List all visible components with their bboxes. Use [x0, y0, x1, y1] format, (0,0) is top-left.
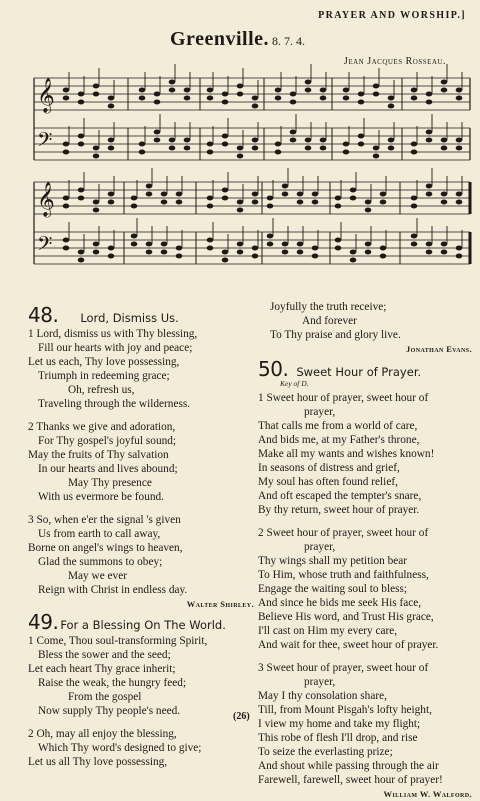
notehead: [380, 200, 387, 205]
notehead: [78, 196, 85, 201]
notehead: [207, 196, 214, 201]
notehead: [426, 242, 433, 247]
notehead: [388, 96, 395, 101]
notehead: [426, 130, 433, 135]
notehead: [350, 188, 357, 193]
notehead: [237, 154, 244, 159]
notehead: [267, 204, 274, 209]
notehead: [305, 88, 312, 93]
notehead: [78, 142, 85, 147]
notehead: [131, 204, 138, 209]
bass-clef-icon: 𝄢: [37, 128, 53, 156]
treble-clef-icon: 𝄞: [37, 182, 55, 217]
notehead: [350, 250, 357, 255]
notehead: [169, 138, 176, 143]
hymn-48-heading: [28, 303, 254, 327]
notehead: [169, 146, 176, 151]
verse-line: Raise the weak, the hungry feed;: [38, 677, 187, 689]
treble-clef-icon: 𝄞: [37, 78, 55, 113]
verse-line: In seasons of distress and grief,: [258, 462, 400, 474]
notehead: [176, 254, 183, 259]
verse-line: In our hearts and lives abound;: [38, 463, 178, 475]
notehead: [350, 258, 357, 263]
verse-line: To Thy praise and glory live.: [270, 329, 401, 341]
notehead: [411, 234, 418, 239]
notehead: [237, 208, 244, 213]
verse-line: Believe His word, and Trust His grace,: [258, 611, 434, 623]
verse-line: Farewell, farewell, sweet hour of prayer!: [258, 774, 443, 786]
notehead: [380, 254, 387, 259]
notehead: [290, 100, 297, 105]
notehead: [93, 146, 100, 151]
notehead: [207, 204, 214, 209]
notehead: [282, 184, 289, 189]
verse-line: That calls me from a world of care,: [258, 420, 418, 432]
notehead: [63, 150, 70, 155]
verse-line: prayer,: [304, 406, 336, 418]
hymn-49-heading: [28, 610, 254, 634]
notehead: [139, 150, 146, 155]
notehead: [456, 254, 463, 259]
verse-line: Make all my wants and wishes known!: [258, 448, 435, 460]
notehead: [343, 96, 350, 101]
verse-line: Us from earth to call away,: [38, 528, 161, 540]
verse-line: Traveling through the wilderness.: [38, 398, 191, 410]
verse-line: Let us each, Thy love possessing,: [28, 356, 180, 368]
notehead: [146, 184, 153, 189]
hymn-title: Lord, Dismiss Us.: [80, 311, 179, 325]
notehead: [411, 204, 418, 209]
verse-line: Let each heart Thy grace inherit;: [28, 663, 176, 675]
notehead: [305, 146, 312, 151]
notehead: [335, 246, 342, 251]
notehead: [176, 246, 183, 251]
left-column: [28, 303, 254, 769]
notehead: [139, 88, 146, 93]
verse-line: May the fruits of Thy salvation: [28, 449, 169, 461]
notehead: [358, 142, 365, 147]
notehead: [93, 84, 100, 89]
verse-line: From the gospel: [68, 691, 142, 703]
verse-line: May Thy presence: [68, 477, 152, 489]
verse-line: And shout while passing through the air: [258, 760, 439, 772]
notehead: [78, 100, 85, 105]
notehead: [222, 142, 229, 147]
notehead: [275, 142, 282, 147]
notehead: [108, 138, 115, 143]
notehead: [108, 246, 115, 251]
verse-line: Joyfully the truth receive;: [270, 301, 387, 313]
verse-line: Thy wings shall my petition bear: [258, 555, 408, 567]
notehead: [282, 242, 289, 247]
notehead: [63, 196, 70, 201]
hymn-key: Key of D.: [280, 379, 309, 388]
notehead: [237, 84, 244, 89]
notehead: [207, 88, 214, 93]
notehead: [63, 246, 70, 251]
notehead: [222, 258, 229, 263]
notehead: [320, 96, 327, 101]
verse-line: And oft escaped the tempter's snare,: [258, 490, 422, 502]
notehead: [139, 96, 146, 101]
notehead: [373, 92, 380, 97]
hymn-number: 50.: [258, 357, 289, 381]
bass-clef-icon: 𝄢: [37, 232, 53, 260]
notehead: [169, 80, 176, 85]
notehead: [176, 192, 183, 197]
notehead: [426, 192, 433, 197]
notehead: [297, 250, 304, 255]
notehead: [108, 146, 115, 151]
notehead: [252, 96, 259, 101]
notehead: [282, 250, 289, 255]
notehead: [441, 200, 448, 205]
notehead: [207, 246, 214, 251]
tune-composer: Jean Jacques Rosseau.: [343, 56, 446, 67]
notehead: [184, 146, 191, 151]
notehead: [78, 250, 85, 255]
verse-line: Till, from Mount Pisgah's lofty height,: [258, 704, 432, 716]
notehead: [343, 142, 350, 147]
verse-line: 3 Sweet hour of prayer, sweet hour of: [258, 662, 429, 674]
page-header: PRAYER AND WORSHIP.]: [318, 10, 466, 21]
notehead: [222, 92, 229, 97]
hymn-49-verses: [28, 634, 254, 769]
notehead: [388, 146, 395, 151]
verse-line: And since he bids me seek His face,: [258, 597, 422, 609]
right-column: [258, 300, 472, 801]
notehead: [93, 250, 100, 255]
verse-line: This robe of flesh I'll drop, and rise: [258, 732, 418, 744]
notehead: [146, 250, 153, 255]
notehead: [456, 246, 463, 251]
notehead: [63, 96, 70, 101]
notehead: [441, 250, 448, 255]
verse-line: 1 Sweet hour of prayer, sweet hour of: [258, 392, 429, 404]
notehead: [93, 92, 100, 97]
notehead: [388, 104, 395, 109]
notehead: [252, 192, 259, 197]
notehead: [146, 242, 153, 247]
verse-line: I'll cast on Him my every care,: [258, 625, 398, 637]
hymn-50-verses: [258, 391, 472, 787]
notehead: [207, 238, 214, 243]
notehead: [184, 88, 191, 93]
notehead: [252, 254, 259, 259]
notehead: [63, 238, 70, 243]
verse-line: By thy return, sweet hour of prayer.: [258, 504, 420, 516]
notehead: [358, 92, 365, 97]
notehead: [207, 142, 214, 147]
notehead: [154, 100, 161, 105]
notehead: [184, 96, 191, 101]
notehead: [335, 196, 342, 201]
verse-line: 3 So, when e'er the signal 's given: [28, 514, 181, 526]
hymn-number: 48.: [28, 303, 59, 327]
notehead: [267, 234, 274, 239]
notehead: [343, 150, 350, 155]
notehead: [343, 88, 350, 93]
notehead: [411, 88, 418, 93]
notehead: [252, 246, 259, 251]
notehead: [222, 134, 229, 139]
notehead: [290, 138, 297, 143]
notehead: [161, 242, 168, 247]
verse-line: 1 Lord, dismiss us with Thy blessing,: [28, 328, 198, 340]
notehead: [222, 100, 229, 105]
notehead: [154, 138, 161, 143]
verse-line: Triumph in redeeming grace;: [38, 370, 170, 382]
notehead: [312, 200, 319, 205]
notehead: [456, 88, 463, 93]
notehead: [146, 192, 153, 197]
verse-line: Which Thy word's designed to give;: [38, 742, 202, 754]
notehead: [426, 92, 433, 97]
notehead: [108, 192, 115, 197]
notehead: [335, 204, 342, 209]
verse-line: Fill our hearts with joy and peace;: [38, 342, 193, 354]
notehead: [131, 242, 138, 247]
hymn-50-attribution: William W. Walford.: [383, 789, 472, 799]
music-score: [0, 0, 480, 300]
notehead: [426, 138, 433, 143]
notehead: [365, 208, 372, 213]
notehead: [456, 146, 463, 151]
verse-line: Borne on angel's wings to heaven,: [28, 542, 183, 554]
notehead: [252, 104, 259, 109]
notehead: [108, 254, 115, 259]
notehead: [290, 92, 297, 97]
stanza-gap: [28, 504, 254, 513]
hymn-title: Sweet Hour of Prayer.: [296, 365, 422, 379]
verse-line: I view my home and take my flight;: [258, 718, 421, 730]
notehead: [131, 234, 138, 239]
notehead: [388, 138, 395, 143]
notehead: [108, 104, 115, 109]
notehead: [93, 200, 100, 205]
notehead: [365, 242, 372, 247]
notehead: [456, 138, 463, 143]
notehead: [320, 146, 327, 151]
hymn-48-verses: [28, 327, 254, 597]
notehead: [305, 138, 312, 143]
notehead: [93, 154, 100, 159]
notehead: [320, 138, 327, 143]
verse-line: Engage the waiting soul to bless;: [258, 583, 408, 595]
hymn-number: 49.: [28, 610, 59, 634]
verse-line: And bids me, at my Father's throne,: [258, 434, 420, 446]
verse-line: prayer,: [304, 676, 336, 688]
verse-line: Bless the sower and the seed;: [38, 649, 171, 661]
verse-line: May I thy consolation share,: [258, 690, 387, 702]
notehead: [207, 96, 214, 101]
verse-line: 2 Thanks we give and adoration,: [28, 421, 176, 433]
notehead: [290, 130, 297, 135]
notehead: [426, 250, 433, 255]
notehead: [108, 96, 115, 101]
notehead: [237, 250, 244, 255]
notehead: [169, 88, 176, 93]
notehead: [78, 188, 85, 193]
notehead: [312, 192, 319, 197]
notehead: [305, 80, 312, 85]
notehead: [456, 200, 463, 205]
verse-line: May we ever: [68, 570, 127, 582]
notehead: [63, 142, 70, 147]
notehead: [237, 200, 244, 205]
verse-line: 2 Sweet hour of prayer, sweet hour of: [258, 527, 429, 539]
notehead: [441, 88, 448, 93]
hymn-49-attribution: Jonathan Evans.: [406, 344, 472, 354]
verse-line: prayer,: [304, 541, 336, 553]
notehead: [78, 92, 85, 97]
tune-meter: 8. 7. 4.: [272, 34, 305, 48]
notehead: [222, 250, 229, 255]
notehead: [312, 254, 319, 259]
notehead: [358, 100, 365, 105]
stanza-gap: [28, 718, 254, 727]
notehead: [93, 242, 100, 247]
notehead: [297, 242, 304, 247]
notehead: [63, 88, 70, 93]
verse-line: And wait for thee, sweet hour of prayer.: [258, 639, 439, 651]
notehead: [365, 250, 372, 255]
notehead: [237, 242, 244, 247]
notehead: [154, 92, 161, 97]
verse-line: Glad the summons to obey;: [38, 556, 163, 568]
notehead: [411, 96, 418, 101]
notehead: [93, 208, 100, 213]
verse-line: With us evermore be found.: [38, 491, 164, 503]
verse-line: Now supply Thy people's need.: [38, 705, 181, 717]
notehead: [275, 150, 282, 155]
notehead: [373, 84, 380, 89]
tune-title: Greenville.: [170, 28, 269, 50]
verse-line: Oh, refresh us,: [68, 384, 135, 396]
notehead: [365, 200, 372, 205]
verse-line: 2 Oh, may all enjoy the blessing,: [28, 728, 177, 740]
notehead: [411, 196, 418, 201]
notehead: [161, 192, 168, 197]
verse-line: Let us all Thy love possessing,: [28, 756, 168, 768]
notehead: [176, 200, 183, 205]
notehead: [108, 200, 115, 205]
notehead: [252, 146, 259, 151]
notehead: [426, 184, 433, 189]
notehead: [275, 88, 282, 93]
stanza-gap: [28, 411, 254, 420]
notehead: [267, 242, 274, 247]
notehead: [252, 138, 259, 143]
notehead: [207, 150, 214, 155]
notehead: [441, 80, 448, 85]
notehead: [411, 150, 418, 155]
notehead: [350, 196, 357, 201]
notehead: [426, 100, 433, 105]
notehead: [411, 142, 418, 147]
page-number: (26): [233, 711, 250, 722]
notehead: [78, 258, 85, 263]
notehead: [222, 196, 229, 201]
notehead: [441, 192, 448, 197]
notehead: [456, 192, 463, 197]
notehead: [411, 242, 418, 247]
verse-line: To seize the everlasting prize;: [258, 746, 393, 758]
notehead: [267, 196, 274, 201]
notehead: [380, 192, 387, 197]
notehead: [222, 188, 229, 193]
verse-line: For Thy gospel's joyful sound;: [38, 435, 177, 447]
notehead: [373, 146, 380, 151]
notehead: [441, 146, 448, 151]
notehead: [297, 192, 304, 197]
notehead: [154, 130, 161, 135]
notehead: [161, 250, 168, 255]
notehead: [441, 138, 448, 143]
notehead: [184, 138, 191, 143]
notehead: [380, 246, 387, 251]
verse-line: 1 Come, Thou soul-transforming Spirit,: [28, 635, 208, 647]
verse-line: And forever: [302, 315, 357, 327]
notehead: [237, 92, 244, 97]
hymn-48-attribution: Walter Shirley.: [186, 599, 254, 609]
verse-line: My soul has often found relief,: [258, 476, 398, 488]
stanza-gap: [258, 652, 472, 661]
notehead: [161, 200, 168, 205]
notehead: [373, 154, 380, 159]
stanza-gap: [258, 517, 472, 526]
notehead: [320, 88, 327, 93]
notehead: [441, 242, 448, 247]
notehead: [139, 142, 146, 147]
verse-line: Reign with Christ in endless day.: [38, 584, 188, 596]
notehead: [275, 96, 282, 101]
notehead: [335, 238, 342, 243]
notehead: [63, 204, 70, 209]
notehead: [282, 192, 289, 197]
hymn-title: For a Blessing On The World.: [60, 618, 226, 632]
notehead: [252, 200, 259, 205]
notehead: [358, 134, 365, 139]
notehead: [78, 134, 85, 139]
notehead: [297, 200, 304, 205]
notehead: [312, 246, 319, 251]
hymn-49-verses-continued: [258, 300, 472, 342]
verse-line: To Him, whose truth and faithfulness,: [258, 569, 429, 581]
notehead: [131, 196, 138, 201]
notehead: [237, 146, 244, 151]
notehead: [456, 96, 463, 101]
